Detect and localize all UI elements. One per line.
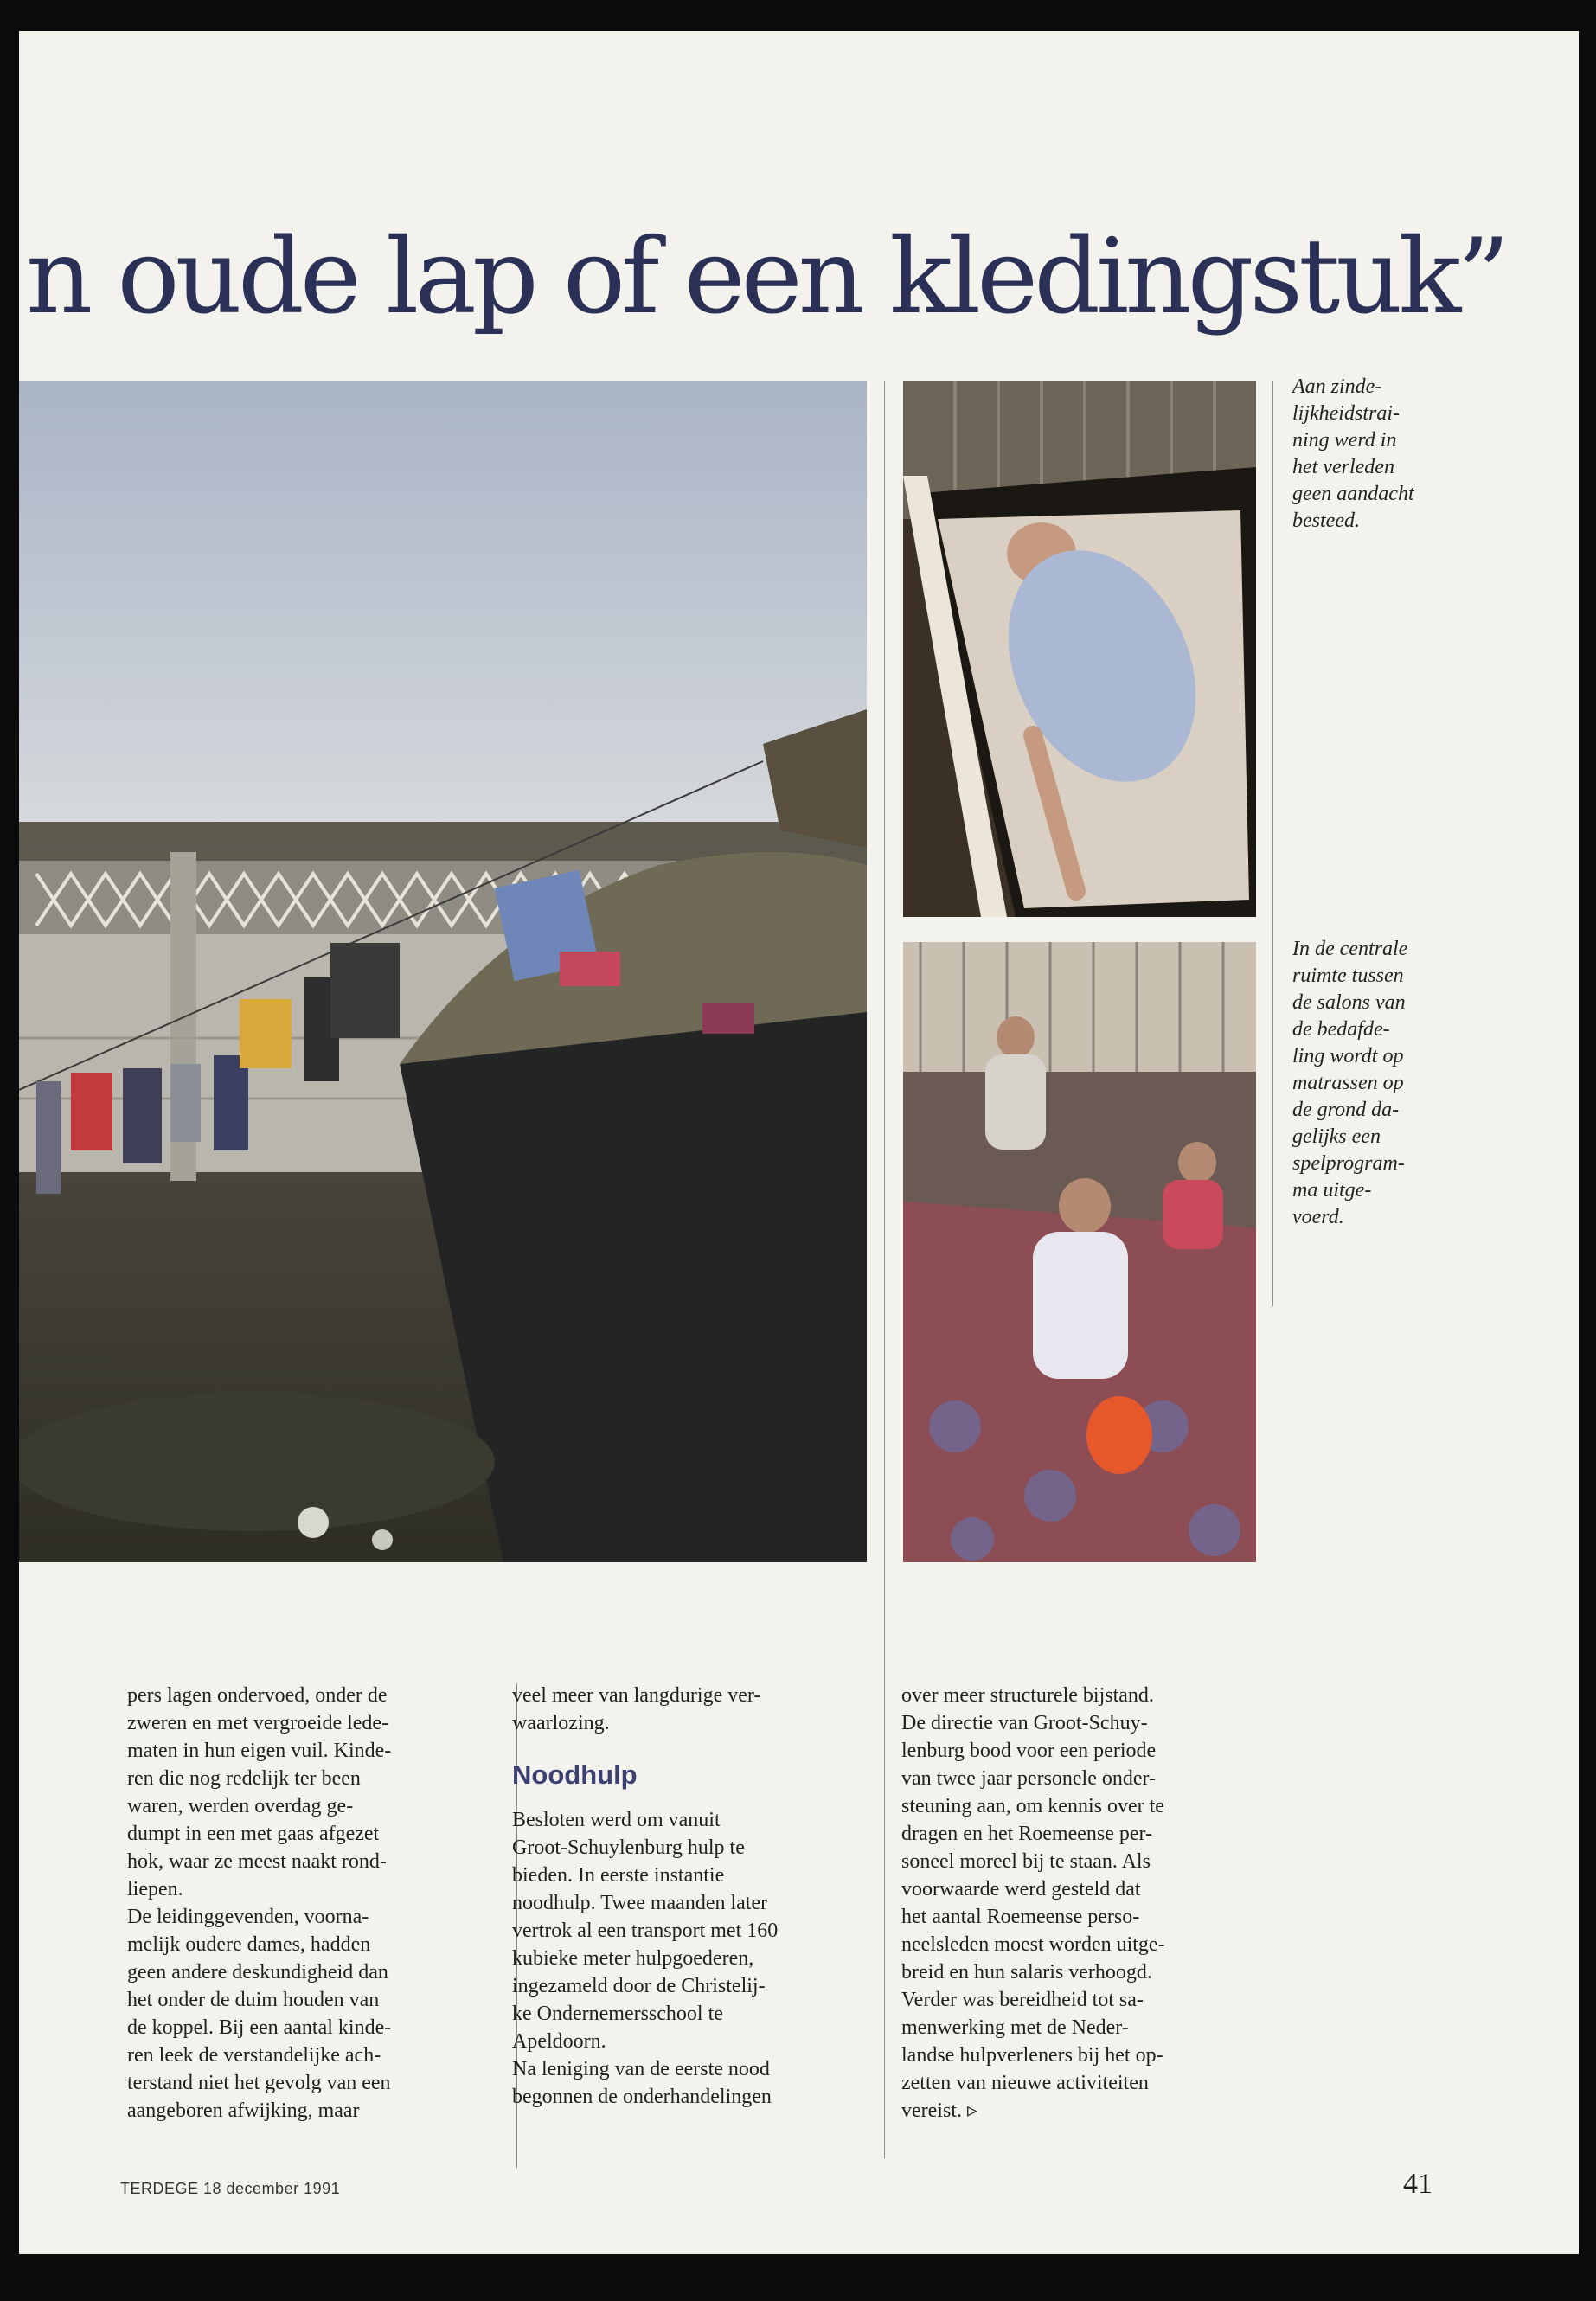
photo-dumpster-laundry [19,381,867,1562]
column-divider [1272,381,1273,1306]
article-column-2 [512,1682,858,2111]
photo-caption-crib [1292,374,1483,535]
article-column-3 [901,1682,1247,2125]
photo-children-playing [903,942,1256,1562]
body-text: over meer structurele bijstand. De directie van Groot-Schuy- lenburg bood voor een periode van twee jaar personele onder- steuning aan, om kennis over te dragen en het Roemeense per- soneel moreel bij te staan. Als voorwaarde werd gesteld dat het aantal Roemeense perso- neelsleden moest worden uitge- breid en hun salaris verhoogd. Verder was bereidheid tot sa- menwerking met de Neder- landse hulpverleners bij het op- zetten van nieuwe activiteiten vereist. ▹ [901,1684,1165,2122]
article-column-1 [127,1682,473,2125]
magazine-page [19,31,1579,2254]
publication-footer: TERDEGE 18 december 1991 [120,2180,341,2197]
page-number: 41 [1403,2168,1433,2200]
photo-child-in-crib [903,381,1256,917]
body-text: veel meer van langdurige ver- waarlozing. [512,1684,761,1734]
photo-caption-playroom [1292,936,1483,1231]
column-divider [884,381,885,2158]
caption-text: Aan zinde- lijkheidstrai- ning werd in het verleden geen aandacht besteed. [1292,375,1414,532]
article-headline: n oude lap of een kledingstuk” [26,217,1506,337]
caption-text: In de centrale ruimte tussen de salons van de bedafde- ling wordt op matrassen op de grond da- gelijks een spelprogram- ma uitge- voerd. [1292,938,1408,1228]
body-text: pers lagen ondervoed, onder de zweren en met vergroeide lede- maten in hun eigen vuil. Kinde- ren die nog redelijk ter been waren, werden overdag ge- dumpt in een met gaas afgezet hok, waar ze meest naakt rond- liepen. De leidinggevenden, voorna- melijk oudere dames, hadden geen andere deskundigheid dan het onder de duim houden van de koppel. Bij een aantal kinde- ren leek de verstandelijke ach- terstand niet het gevolg van een aangeboren afwijking, maar [127,1684,392,2122]
section-subhead: Noodhulp [512,1759,638,1790]
body-text: Besloten werd om vanuit Groot-Schuylenburg hulp te bieden. In eerste instantie noodhulp. Twee maanden later vertrok al een transport met 160 kubieke meter hulpgoederen, ingezameld door de Christelij- ke Ondernemersschool te Apeldoorn. Na leniging van de eerste nood begonnen de onderhandelingen [512,1809,779,2108]
